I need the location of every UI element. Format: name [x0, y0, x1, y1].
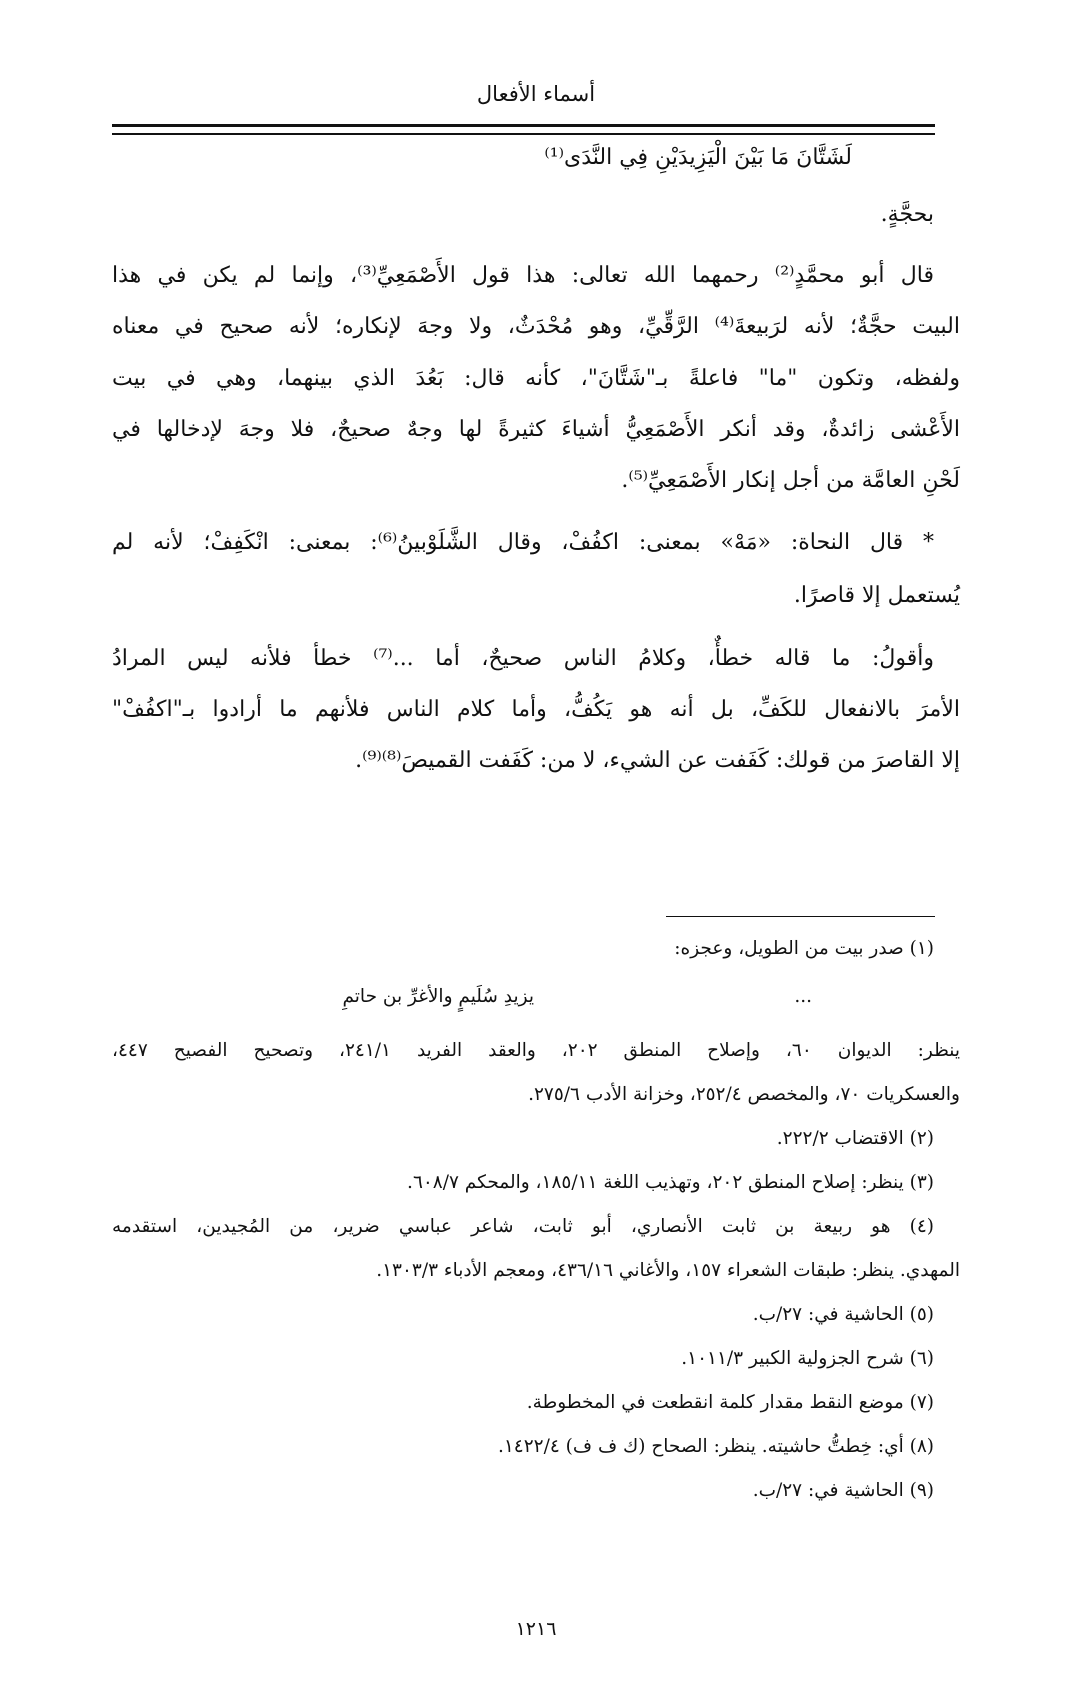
footnote-4-line-2: المهدي. ينظر: طبقات الشعراء ١٥٧، والأغاني ٤٣٦/١٦، ومعجم الأدباء ١٣٠٣/٣. — [376, 1260, 960, 1281]
footnote-1-refs-line-1: ينظر: الديوان ٦٠، وإصلاح المنطق ٢٠٢، والعقد الفريد ٢٤١/١، وتصحيح الفصيح ٤٤٧، — [112, 1040, 960, 1061]
header-rule-thick — [112, 124, 935, 127]
paragraph-2-line-2: يُستعمل إلا قاصرًا. — [793, 583, 960, 608]
paragraph-1-line-4: الأَعْشى زائدةٌ، وقد أنكر الأَصْمَعِيُّ أشياءَ كثيرةً لها وجهٌ صحيحٌ، فلا وجهَ لإدخالها في — [112, 417, 960, 442]
paragraph-1-line-3: ولفظه، وتكون "ما" فاعلةً بـ"شَتَّانَ"، كأنه قال: بَعُدَ الذي بينهما، وهي في بيت — [112, 366, 960, 391]
footnote-5: (٥) الحاشية في: ٢٧/ب. — [752, 1304, 934, 1325]
footnote-3: (٣) ينظر: إصلاح المنطق ٢٠٢، وتهذيب اللغة ١٨٥/١١، والمحكم ٦٠٨/٧. — [407, 1172, 934, 1193]
footnote-1-verse-half: يزيدِ سُلَيمٍ والأغرِّ بن حاتمِ — [342, 986, 534, 1007]
footnote-7: (٧) موضع النقط مقدار كلمة انقطعت في المخطوطة. — [526, 1392, 934, 1413]
paragraph-3-line-2: الأمرَ بالانفعال للكَفِّ، بل أنه هو يَكُفُّ، وأما كلام الناس فلأنهم ما أرادوا بـ"اكفُفْ" — [112, 697, 960, 722]
paragraph-3-line-3: إلا القاصرَ من قولك: كَفَفت عن الشيء، لا من: كَفَفت القميصَ⁽⁸⁾⁽⁹⁾. — [355, 748, 960, 773]
footnote-1-refs-line-2: والعسكريات ٧٠، والمخصص ٢٥٢/٤، وخزانة الأدب ٢٧٥/٦. — [528, 1084, 960, 1105]
verse-end: بحجَّةٍ. — [880, 202, 934, 227]
footnote-1-intro: (١) صدر بيت من الطويل، وعجزه: — [674, 938, 934, 959]
footnote-4-line-1: (٤) هو ربيعة بن ثابت الأنصاري، أبو ثابت، شاعر عباسي ضرير، من المُجيدين، استقدمه — [112, 1216, 935, 1237]
footnote-separator — [666, 916, 935, 917]
footnote-6: (٦) شرح الجزولية الكبير ١٠١١/٣. — [681, 1348, 934, 1369]
paragraph-1-line-2: البيت حجَّةٌ؛ لأنه لرَبيعةَ⁽⁴⁾ الرَّقِّيِّ، وهو مُحْدَثٌ، ولا وجهَ لإنكاره؛ لأنه صحيح في معناه — [112, 314, 960, 339]
header-rule-thin — [112, 133, 935, 135]
running-title: أسماء الأفعال — [476, 82, 596, 106]
paragraph-3-line-1: وأقولُ: ما قاله خطأٌ، وكلامُ الناس صحيحٌ، أما ...⁽⁷⁾ خطأ فلأنه ليس المرادُ — [112, 646, 934, 671]
footnote-2: (٢) الاقتضاب ٢٢٢/٢. — [776, 1128, 934, 1149]
footnote-9: (٩) الحاشية في: ٢٧/ب. — [752, 1480, 934, 1501]
page-number: ١٢١٦ — [515, 1618, 557, 1640]
verse-line: لَشَتَّانَ مَا بَيْنَ الْيَزِيدَيْنِ فِي النَّدَى⁽¹⁾ — [544, 145, 852, 170]
paragraph-1-line-1: قال أبو محمَّدٍ⁽²⁾ رحمهما الله تعالى: هذا قول الأَصْمَعِيِّ⁽³⁾، وإنما لم يكن في هذا — [112, 263, 934, 288]
footnote-8: (٨) أي: خِطتُّ حاشيته. ينظر: الصحاح (ك ف ف) ١٤٢٢/٤. — [497, 1436, 934, 1457]
paragraph-1-line-5: لَحْنِ العامَّة من أجل إنكار الأَصْمَعِيِّ⁽⁵⁾. — [621, 468, 960, 493]
footnote-1-verse-ellipsis: ... — [794, 986, 812, 1007]
paragraph-2-line-1: * قال النحاة: «مَهْ» بمعنى: اكفُفْ، وقال الشَّلَوْبينُ⁽⁶⁾: بمعنى: انْكَفِفْ؛ لأنه لم — [112, 530, 934, 555]
